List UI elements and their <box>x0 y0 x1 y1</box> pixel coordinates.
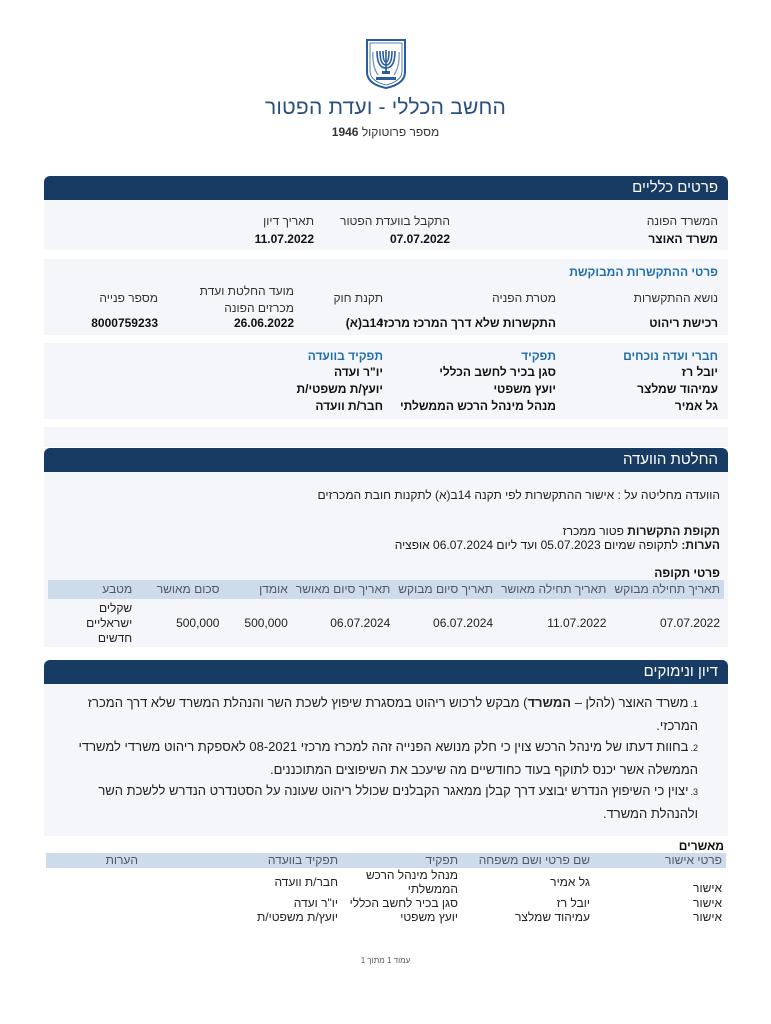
member-name: עמיהוד שמלצר <box>637 382 718 396</box>
ministry-label: המשרד הפונה <box>646 214 718 228</box>
section-bar-general-details: פרטים כלליים <box>44 176 728 200</box>
member-role: יועץ משפטי <box>493 382 556 396</box>
regulation-label: תקנת חוק <box>333 291 383 305</box>
purpose-value: התקשרות שלא דרך המרכז מרכזי <box>380 316 556 330</box>
table-row <box>48 599 724 648</box>
period-label: תקופת התקשרות <box>627 524 720 538</box>
cell-end-approved: 06.07.2024 <box>330 616 391 630</box>
member-name: גל אמיר <box>674 399 718 413</box>
received-value: 07.07.2022 <box>389 232 450 246</box>
col-end-approved: תאריך סיום מאושר <box>292 580 395 599</box>
general-details-panel <box>44 200 728 250</box>
table-row: אישור עמיהוד שמלצר יועץ משפטי יועץ/ת משפטי/ת <box>256 910 722 924</box>
section-bar-committee-decision: החלטת הוועדה <box>44 448 728 472</box>
col-notes: הערות <box>46 853 198 868</box>
cell-end-requested: 06.07.2024 <box>433 616 494 630</box>
period-table <box>48 580 724 648</box>
period-value: פטור ממכרז <box>562 524 624 538</box>
committee-decision-panel <box>44 472 728 647</box>
member-role: מנהל מינהל הרכש הממשלתי <box>400 399 556 413</box>
regulation-value: 14ב(א) <box>345 316 383 330</box>
discussion-panel <box>44 684 728 824</box>
decision-notes <box>395 538 720 552</box>
col-approved-amount: סכום מאושר <box>136 580 223 599</box>
cell-currency: שקלים ישראליים חדשים <box>86 601 133 645</box>
col-role: תפקיד <box>342 853 462 868</box>
approvers-panel <box>44 824 728 924</box>
member-committee-role: יועץ/ת משפטי/ת <box>296 382 383 396</box>
members-header: חברי ועדה נוכחים <box>623 349 718 363</box>
engagement-period <box>563 524 720 538</box>
deadline-label: מועד החלטת ועדת מכרזים הפונה <box>199 284 294 315</box>
section-bar-discussion: דיון ונימוקים <box>44 660 728 684</box>
hearing-date-value: 11.07.2022 <box>254 232 314 246</box>
period-table-title: פרטי תקופה <box>654 566 720 580</box>
approvers-table-header <box>46 853 726 868</box>
decision-text: הוועדה מחליטה על : אישור ההתקשרות לפי תקנה 14ב(א) לתקנות חובת המכרזים <box>317 488 720 502</box>
col-committee-role: תפקיד בוועדה <box>198 853 342 868</box>
cell-estimate: 500,000 <box>244 616 288 630</box>
committee-members-panel <box>44 343 728 419</box>
document-header <box>0 38 771 139</box>
member-name: יובל רז <box>681 365 718 379</box>
purpose-label: מטרת הפניה <box>492 291 556 305</box>
subject-value: רכישת ריהוט <box>649 316 718 330</box>
spacer-panel <box>44 427 728 447</box>
request-number-value: 8000759233 <box>91 316 158 330</box>
col-full-name: שם פרטי ושם משפחה <box>462 853 594 868</box>
member-committee-role: יו"ר ועדה <box>334 365 383 379</box>
discussion-item: 1.משרד האוצר (להלן – המשרד) מבקש לרכוש ריהוט במסגרת שיפוץ לשכת השר והנהלת המשרד שלא דרך המכרז המרכזי. <box>87 695 698 733</box>
col-estimate: אומדן <box>223 580 291 599</box>
col-approval-details: פרטי אישור <box>594 853 726 868</box>
engagement-details-panel <box>44 259 728 335</box>
discussion-item: 3.יצוין כי השיפוץ הנדרש יבוצע דרך קבלן ממאגר הקבלנים שכולל ריהוט שעונה על הסטנדרט הנדרש ללשכת השר ולהנהלת המשרד. <box>98 783 698 821</box>
received-label: התקבל בוועדת הפטור <box>340 214 450 228</box>
period-table-header <box>48 580 724 599</box>
hearing-date-label: תאריך דיון <box>263 214 314 228</box>
ministry-value: משרד האוצר <box>648 232 718 246</box>
engagement-heading: פרטי ההתקשרות המבוקשת <box>569 265 718 279</box>
col-start-approved: תאריך תחילה מאושר <box>497 580 610 599</box>
member-committee-role: חבר/ת וועדה <box>315 399 383 413</box>
notes-value: לתקופה שמיום 05.07.2023 ועד ליום 06.07.2024 אופציה <box>394 538 678 552</box>
approvers-table <box>46 853 726 924</box>
protocol-value: 1946 <box>331 125 359 139</box>
deadline-value: 26.06.2022 <box>233 316 294 330</box>
table-row: אישור גל אמיר מנהל מינהל הרכש הממשלתי חבר/ת וועדה <box>274 868 722 896</box>
discussion-item: 2.בחוות דעתו של מינהל הרכש צוין כי חלק מנושא הפנייה זהה למכרז מרכזי 08-2021 לאספקת ריהוט משרדי למשרדי הממשלה אשר יכנס לתוקף בעוד כחודשיים מה שיעכב את השיפוצים המתוכננים. <box>78 739 698 777</box>
cell-start-approved: 11.07.2022 <box>547 616 607 630</box>
page-number: עמוד 1 מתוך 1 <box>360 956 411 965</box>
table-row: אישור יובל רז סגן בכיר לחשב הכללי יו"ר ועדה <box>293 896 722 910</box>
col-currency: מטבע <box>48 580 136 599</box>
notes-label: הערות: <box>681 538 720 552</box>
role-header: תפקיד <box>521 349 556 363</box>
cell-start-requested: 07.07.2022 <box>659 616 720 630</box>
committee-role-header: תפקיד בוועדה <box>307 349 383 363</box>
col-start-requested: תאריך תחילה מבוקש <box>610 580 724 599</box>
subject-label: נושא ההתקשרות <box>633 291 718 305</box>
col-end-requested: תאריך סיום מבוקש <box>394 580 497 599</box>
member-role: סגן בכיר לחשב הכללי <box>439 365 556 379</box>
cell-approved-amount: 500,000 <box>176 616 220 630</box>
protocol-number <box>0 125 771 139</box>
request-number-label: מספר פנייה <box>99 291 158 305</box>
state-emblem-menorah-icon <box>364 38 408 90</box>
protocol-label: מספר פרוטוקול <box>361 125 440 139</box>
approvers-title: מאשרים <box>678 839 724 853</box>
page-title: החשב הכללי - ועדת הפטור <box>264 96 507 119</box>
